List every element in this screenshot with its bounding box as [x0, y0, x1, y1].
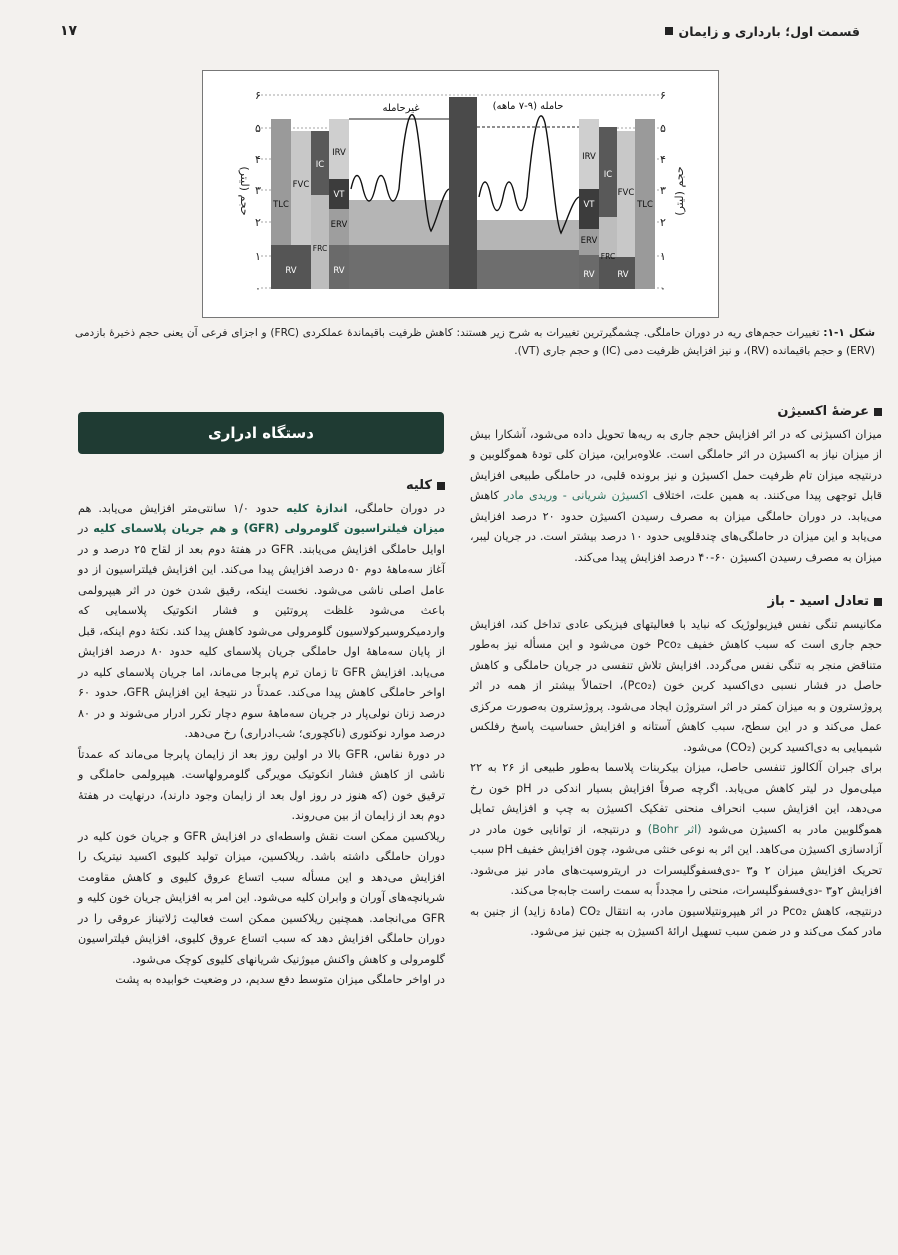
- lung-volume-diagram: [203, 71, 718, 317]
- paragraph-acid-base-3: درنتیجه، کاهش Pco₂ در اثر هیپرونتیلاسیون مادر، به انتقال CO₂ (مادهٔ زاید) از جنین به مادر کمک می‌کند و در ضمن سبب تسهیل ارائهٔ اکسیژن به جنین نیز می‌شود.: [470, 904, 882, 938]
- tick-left-6: ۶: [255, 89, 261, 102]
- tick-right-0: ۰: [660, 282, 666, 295]
- tick-right-2: ۲: [660, 216, 666, 229]
- label-vt-left: VT: [333, 190, 345, 200]
- caption-label: شکل ۱-۱:: [823, 327, 875, 339]
- label-tlc-right: TLC: [637, 200, 653, 210]
- left-column: [78, 476, 445, 991]
- highlight-bohr: (اثر Bohr): [647, 822, 702, 836]
- tick-right-3: ۳: [660, 184, 666, 197]
- highlight-kidney-size: اندازهٔ کلیه: [286, 501, 348, 515]
- paragraph-kidney-3: ریلاکسین ممکن است نقش واسطه‌ای در افزایش GFR و جریان خون کلیه در دوران حاملگی داشته باشد. ریلاکسین، میزان تولید کلیوی اکسید نیتریک را افزایش می‌دهد و این مسأله سبب اتساع عروق کلیوی و کاهش مقاومت شریانچه‌های آوران و وابران کلیه می‌شود. این امر به افزایش جریان خون کلیه و GFR می‌انجامد. همچنین ریلاکسین ممکن است فعالیت ژلاتیناز عروقی را در دوران حاملگی افزایش دهد که سبب اتساع عروق کلیوی، افزایش فیلتراسیون گلومرولی و کاهش واکنش میوژنیک شریانهای کلیوی کوچک می‌شود.: [78, 829, 445, 966]
- paragraph-kidney-2: در دورهٔ نفاس، GFR بالا در اولین روز بعد از زایمان پابرجا می‌ماند که عمدتاً ناشی از کاهش فشار انکوتیک مویرگی گلومرولهاست. هیپرولمی حاملگی و ترقیق خون (که هنوز در روز اول بعد از زایمان وجود دارند)، درنهایت در هفتهٔ دوم بعد از زایمان از بین می‌روند.: [78, 747, 445, 822]
- label-erv-left: ERV: [330, 220, 348, 230]
- square-bullet-icon: [874, 408, 882, 416]
- bar-frc-left: [311, 195, 329, 289]
- label-pregnant: حامله (۹-۷ ماهه): [492, 101, 564, 112]
- label-rv-left-1: RV: [285, 266, 297, 276]
- label-erv-right: ERV: [580, 236, 598, 246]
- highlight-av-difference: اکسیژن شریانی - وریدی مادر: [504, 489, 648, 502]
- chapter-banner: دستگاه ادراری: [78, 412, 444, 454]
- left-axis-label: حجم (لیتر): [238, 166, 251, 216]
- highlight-gfr: میزان فیلتراسیون گلومرولی (GFR) و هم جریان پلاسمای کلیه: [93, 522, 445, 535]
- label-ic-left: IC: [315, 160, 325, 170]
- tick-right-6: ۶: [660, 89, 666, 102]
- section-heading-oxygen: عرضهٔ اکسیژن: [470, 402, 882, 423]
- figure-caption: [75, 324, 875, 360]
- label-rv-left-2: RV: [333, 266, 345, 276]
- page-number: ۱۷: [60, 23, 78, 39]
- section-heading-kidney: کلیه: [78, 476, 445, 497]
- tick-left-1: ۱: [255, 250, 261, 263]
- tick-left-4: ۴: [255, 153, 261, 166]
- right-column: [470, 402, 882, 943]
- running-title: قسمت اول؛ بارداری و زایمان: [665, 24, 860, 39]
- bar-frc-right: [599, 217, 617, 257]
- paragraph-acid-base-2: برای جبران آلکالوز تنفسی حاصل، میزان بیکربنات پلاسما به‌طور طبیعی از ۲۶ به ۲۲ میلی‌مول در لیتر کاهش می‌یابد. اگرچه صرفاً افزایش بسیار اندکی در pH خون رخ می‌دهد، این افزایش سبب انحراف منحنی تفکیک اکسیژن به چپ و افزایش تمایل هموگلوبین مادر به اکسیژن می‌شود (اثر Bohr) و درنتیجه، از توانایی خون مادر در آزادسازی اکسیژن می‌کاهد. این اثر به نوعی خنثی می‌شود، چون افزایش خفیف pH سبب تحریک افزایش میزان ۲ و۳ -دی‌فسفوگلیسرات در اریتروسیت‌های مادر نیز می‌شود. افزایش ۲و۳ -دی‌فسفوگلیسرات، منحنی را مجدداً به سمت راست جابه‌جا می‌کند.: [470, 761, 883, 897]
- square-bullet-icon: [874, 598, 882, 606]
- label-frc-left: FRC: [312, 244, 328, 253]
- tick-left-0: ۰: [255, 282, 261, 295]
- tick-right-1: ۱: [660, 250, 666, 263]
- square-bullet-icon: [437, 482, 445, 490]
- label-frc-right: FRC: [600, 252, 616, 261]
- tick-left-3: ۳: [255, 184, 261, 197]
- label-nonpregnant: غیرحامله: [382, 103, 420, 114]
- paragraph-kidney-1: در دوران حاملگی، اندازهٔ کلیه حدود ۱/۰ سانتی‌متر افزایش می‌یابد. هم میزان فیلتراسیون گلومرولی (GFR) و هم جریان پلاسمای کلیه در اوایل حاملگی افزایش می‌یابند. GFR در هفتهٔ دوم بعد از لقاح ۲۵ درصد و در آغاز سه‌ماههٔ دوم ۵۰ درصد افزایش پیدا می‌کند. این افزایش فیلتراسیون از دو عامل اصلی ناشی می‌شود. نخست اینکه، رقیق شدن خون در اثر هیپرولمی باعث می‌شود غلظت پروتئین و فشار انکوتیک پلاسمایی که واردمیکروسیرکولاسیون گلومرولی می‌شود کاهش پیدا کند. نکتهٔ دوم اینکه، قبل از پایان سه‌ماههٔ اول حاملگی جریان پلاسمای کلیه حدود ۸۰ درصد افزایش می‌یابد. افزایش GFR تا زمان ترم پابرجا می‌ماند، اما جریان پلاسمای کلیه در اواخر حاملگی کاهش پیدا می‌کند. عمدتاً در نتیجهٔ این افزایش GFR، حدود ۶۰ درصد زنان نولی‌پار در جریان سه‌ماههٔ سوم دچار تکرر ادرار می‌شوند و در ۸۰ درصد موارد نوکتوری (ناکچوری؛ شب‌ادراری) رخ می‌دهد.: [78, 501, 446, 740]
- paragraph-kidney-4: در اواخر حاملگی میزان متوسط دفع سدیم، در وضعیت خوابیده به پشت: [115, 973, 445, 986]
- paragraph-oxygen: میزان اکسیژنی که در اثر افزایش حجم جاری به ریه‌ها تحویل داده می‌شود، آشکارا بیش از میزان نیاز به اکسیژن در اثر حاملگی است. علاوه‌براین، میزان کلی تودهٔ هموگلوبین و درنتیجه میزان تام ظرفیت حمل اکسیژن و نیز برونده قلبی، در حاملگی طبیعی افزایش قابل توجهی پیدا می‌کنند. به همین علت، اختلاف اکسیژن شریانی - وریدی مادر کاهش می‌یابد. در دوران حاملگی میزان به مصرف رسیدن اکسیژن حدود ۲۰ درصد افزایش می‌یابد و این میزان در حاملگی‌های چندقلویی حدود ۱۰ درصد بیشتر است. در جریان لیبر، میزان به مصرف رسیدن اکسیژن ۶۰-۴۰ درصد افزایش پیدا می‌کند.: [470, 427, 883, 564]
- section-heading-acid-base: تعادل اسید - باز: [470, 592, 882, 613]
- tick-right-5: ۵: [660, 122, 666, 135]
- label-irv-right: IRV: [582, 152, 596, 162]
- lung-volume-figure: [202, 70, 719, 318]
- tick-right-4: ۴: [660, 153, 666, 166]
- page-header: [60, 18, 860, 44]
- label-rv-right-1: RV: [583, 270, 595, 280]
- label-rv-right-2: RV: [617, 270, 629, 280]
- label-tlc-left: TLC: [273, 200, 289, 210]
- caption-text: تغییرات حجم‌های ریه در دوران حاملگی. چشمگیرترین تغییرات به شرح زیر هستند: کاهش ظرفیت باقیماندهٔ عملکردی (FRC) و اجزای فرعی آن یعنی حجم ذخیرهٔ بازدمی (ERV) و حجم باقیمانده (RV)، و نیز افزایش ظرفیت دمی (IC) و حجم جاری (VT).: [75, 327, 875, 357]
- label-fvc-left: FVC: [292, 180, 310, 190]
- tick-left-2: ۲: [255, 216, 261, 229]
- paragraph-acid-base-1: مکانیسم تنگی نفس فیزیولوژیک که نباید با فعالیتهای فیزیکی عادی تداخل کند، افزایش حجم جاری است که سبب کاهش خفیف Pco₂ خون می‌شود و این مسأله نیز به‌طور متناقض منجر به تنگی نفس می‌گردد. افزایش تلاش تنفسی در جریان حاملگی و کاهش حاصل در فشار نسبی دی‌اکسید کربن خون (Pco₂)، احتمالاً بیشتر از همه در اثر پروژسترون و به میزان کمتر در اثر استروژن ایجاد می‌شود. پروژسترون به‌صورت مرکزی عمل می‌کند و در این سطح، سبب کاهش آستانه و افزایش حساسیت پاسخ رفلکس شیمیایی به دی‌اکسید کربن (CO₂) می‌شود.: [470, 617, 883, 754]
- right-axis-label: حجم (لیتر): [673, 166, 686, 216]
- label-irv-left: IRV: [332, 148, 346, 158]
- square-bullet-icon: [665, 27, 673, 35]
- label-fvc-right: FVC: [617, 188, 635, 198]
- tick-left-5: ۵: [255, 122, 261, 135]
- label-vt-right: VT: [583, 200, 595, 210]
- divider-bar: [449, 97, 477, 289]
- label-ic-right: IC: [603, 170, 613, 180]
